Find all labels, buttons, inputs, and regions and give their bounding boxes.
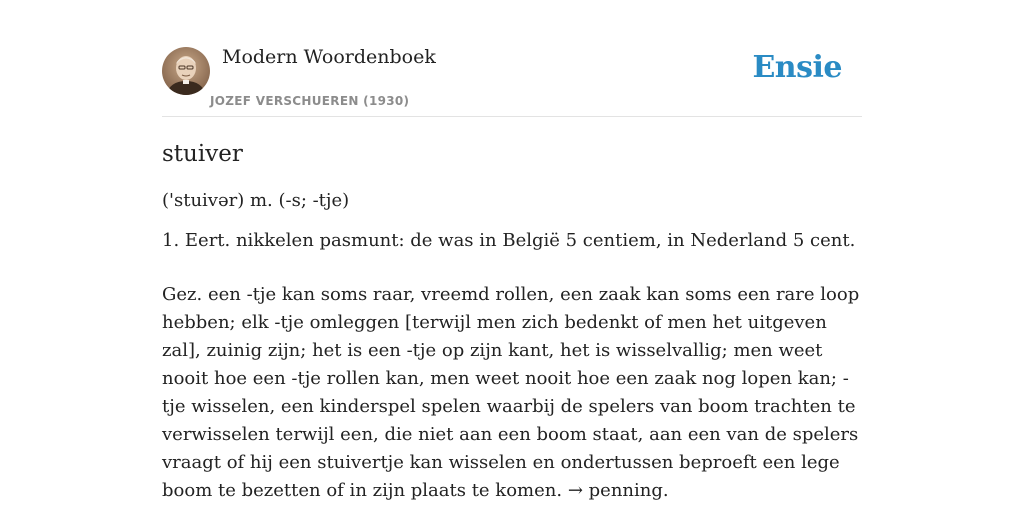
entry-expressions xyxy=(162,281,862,505)
entry-definition: 1. Eert. nikkelen pasmunt: de was in België 5 centiem, in Nederland 5 cent. xyxy=(162,230,856,251)
author-avatar xyxy=(162,47,210,95)
source-title[interactable]: Modern Woordenboek xyxy=(222,46,436,68)
entry-header xyxy=(162,44,862,117)
cross-reference-arrow-icon: → xyxy=(567,480,583,501)
entry-pronunciation: ('stuivər) m. (-s; -tje) xyxy=(162,190,350,211)
cross-reference-link[interactable]: penning. xyxy=(588,480,669,501)
expressions-text: Gez. een -tje kan soms raar, vreemd rollen, een zaak kan soms een rare loop hebben; elk -tje omleggen [terwijl men zich bedenkt of men het uitgeven zal], zuinig zijn; het is een -tje op zijn kant, het is wisselvallig; men weet nooit hoe een -tje rollen kan, men weet nooit hoe een zaak nog lopen kan; -tje wisselen, een kinderspel spelen waarbij de spelers van boom trachten te verwisselen terwijl een, die niet aan een boom staat, aan een van de spelers vraagt of hij een stuivertje kan wisselen en ondertussen beproeft een lege boom te bezetten of in zijn plaats te komen. xyxy=(162,284,860,501)
author-portrait-icon xyxy=(162,47,210,95)
source-author: JOZEF VERSCHUEREN (1930) xyxy=(210,94,410,108)
entry-content xyxy=(162,138,862,505)
entry-headword: stuiver xyxy=(162,141,243,167)
ensie-logo-link[interactable]: Ensie xyxy=(752,50,842,85)
